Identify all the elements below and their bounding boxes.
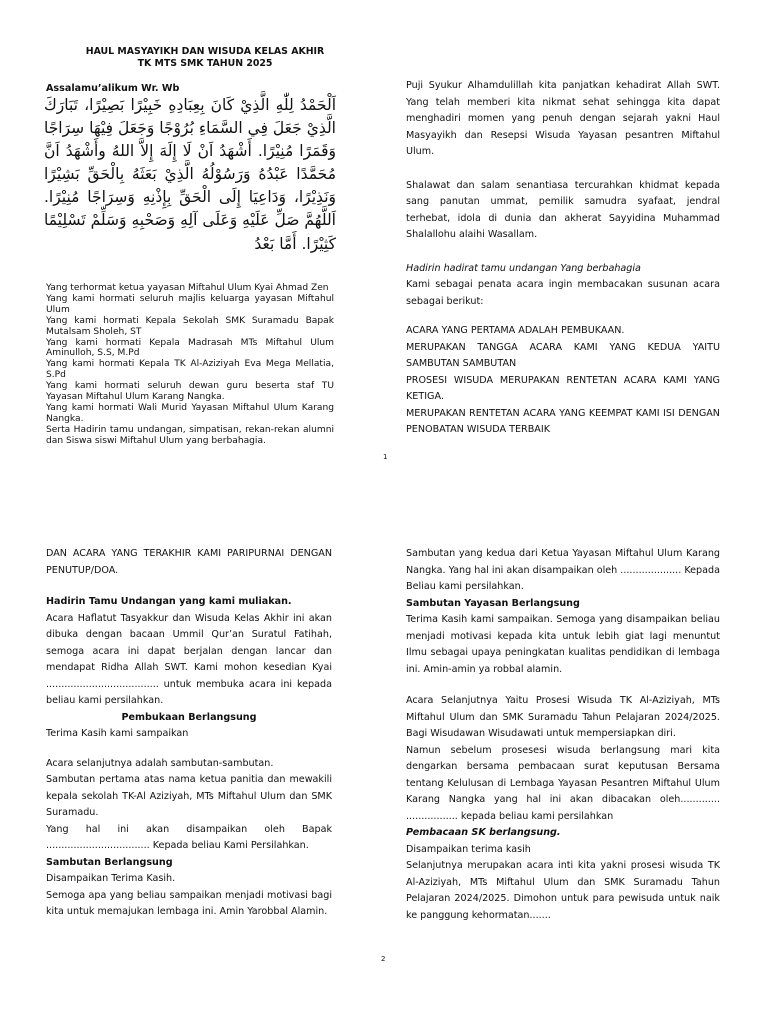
paragraph: Acara Selanjutnya Yaitu Prosesi Wisuda TK Al-Aziziyah, MTs Miftahul Ulum dan SMK Suramadu Tahun Pelajaran 2024/2025. Bagi Wisudawan Wisudawati untuk mempersiapkan diri. — [406, 695, 720, 739]
agenda-item: ACARA YANG PERTAMA ADALAH PEMBUKAAN. — [406, 325, 625, 336]
honorific-line: Yang kami hormati Kepala Madrasah MTs Miftahul Ulum Aminulloh, S.S, M.Pd — [46, 337, 334, 359]
honorific-line: Yang kami hormati Kepala Sekolah SMK Suramadu Bapak Mutalsam Sholeh, ST — [46, 315, 334, 337]
paragraph: Acara Haflatut Tasyakkur dan Wisuda Kelas Akhir ini akan dibuka dengan bacaan Ummil Qur’an Suratul Fatihah, semoga acara ini dapat berjalan dengan lancar dan mendapat Ridha Allah SWT. Kami mohon kesedian Kyai ..................................... untuk membuka acara ini kepada beliau kami persilahkan. — [46, 612, 332, 706]
honorific-line: Serta Hadirin tamu undangan, simpatisan, rekan-rekan alumni dan Siswa siswi Miftahul Ulum yang berbahagia. — [46, 424, 334, 446]
section-heading: Sambutan Yayasan Berlangsung — [406, 597, 580, 609]
agenda-item: MERUPAKAN TANGGA ACARA KAMI YANG KEDUA YAITU SAMBUTAN SAMBUTAN — [406, 341, 720, 369]
paragraph: Semoga apa yang beliau sampaikan menjadi motivasi bagi kita untuk memajukan lembaga ini. Amin Yarobbal Alamin. — [46, 889, 332, 917]
paragraph: Kami sebagai penata acara ingin membacakan susunan acara sebagai berikut: — [406, 279, 720, 307]
title-line-2: TK MTS SMK TAHUN 2025 — [137, 57, 273, 69]
paragraph: Terima Kasih kami sampaikan. Semoga yang disampaikan beliau menjadi motivasi kepada kita untuk lebih giat lagi menuntut Ilmu sebagai upaya peningkatan kualitas pendidikan di lembaga ini. Amin-amin ya robbal alamin. — [406, 614, 720, 675]
section-heading: Pembukaan Berlangsung — [121, 711, 257, 723]
paragraph: Sambutan yang kedua dari Ketua Yayasan Miftahul Ulum Karang Nangka. Yang hal ini akan disampaikan oleh .................... Kepada Beliau kami persilahkan. — [406, 548, 720, 592]
paragraph: Acara selanjutnya adalah sambutan-sambutan. — [46, 757, 274, 769]
honorific-line: Yang kami hormati Kepala TK Al-Aziziyah Eva Mega Mellatia, S.Pd — [46, 359, 334, 381]
paragraph: Yang hal ini akan disampaikan oleh Bapak .................................. Kepada beliau Kami Persilahkan. — [46, 823, 332, 851]
greeting: Assalamu’alikum Wr. Wb — [46, 83, 180, 94]
honorific-line: Yang kami hormati seluruh dewan guru beserta staf TU Yayasan Miftahul Ulum Karang Nangka. — [46, 381, 334, 403]
paragraph: Puji Syukur Alhamdulillah kita panjatkan kehadirat Allah SWT. Yang telah memberi kita nikmat sehat sehingga kita dapat menghadiri momen yang penuh dengan sejarah yakni Haul Masyayikh dan Resepsi Wisuda Yayasan pesantren Miftahul Ulum. — [406, 80, 720, 157]
paragraph: Terima Kasih kami sampaikan — [46, 728, 189, 739]
paragraph: Disampaikan terima kasih — [406, 843, 531, 855]
arabic-opening: اَلْحَمْدُ لِلّٰهِ الَّذِيْ كَانَ بِعِبَادِهِ خَبِيْرًا بَصِيْرًا، تَبَارَكَ الَّذِيْ جَعَلَ فِي السَّمَاءِ بُرُوْجًا وَجَعَلَ فِيْهَا سِرَاجًا وَقَمَرًا مُنِيْرًا. أَشْهَدُ اَنْ لَا إِلَهَ إِلاَّ اللهُ وأَشْهَدُ اَنَّ مُحَمَّدًا عَبْدُهُ وَرَسُوْلُهُ الَّذِيْ بَعَثَهُ بِالْحَقِّ بَشِيْرًا وَنَذِيْرًا، وَدَاعِيَا إِلَى الْحَقِّ بِإِذْنِهِ وَسِرَاجًا مُنِيْرًا. اَللَّهُمَّ صَلِّ عَلَيْهِ وَعَلَى آلِهِ وَصَحْبِهِ وَسَلِّمْ تَسْلِيْمًا كَثِيْرًا. أَمَّا بَعْدُ — [44, 96, 336, 253]
agenda-item: PROSESI WISUDA MERUPAKAN RENTETAN ACARA KAMI YANG KETIGA. — [406, 374, 720, 402]
paragraph: Sambutan pertama atas nama ketua panitia dan mewakili kepala sekolah TK-Al Aziziyah, MTs Miftahul Ulum dan SMK Suramadu. — [46, 774, 332, 818]
section-heading: Sambutan Berlangsung — [46, 856, 173, 868]
honorific-line: Yang terhormat ketua yayasan Miftahul Ulum Kyai Ahmad Zen — [46, 283, 329, 293]
honorific-line: Yang kami hormati Wali Murid Yayasan Miftahul Ulum Karang Nangka. — [46, 402, 334, 424]
page-number: 2 — [381, 955, 386, 963]
document-title — [46, 46, 364, 70]
section-heading: Hadirin hadirat tamu undangan Yang berbahagia — [406, 262, 641, 274]
page1-right-column — [406, 78, 720, 439]
page-number: 1 — [383, 453, 388, 461]
title-line-1: HAUL MASYAYIKH DAN WISUDA KELAS AKHIR — [85, 46, 325, 57]
paragraph: Namun sebelum prosesesi wisuda berlangsung mari kita dengarkan bersama pembacaan surat keputusan Bersama tentang Kelulusan di Lembaga Yayasan Pesantren Miftahul Ulum Karang Nangka yang hal ini akan dibacakan oleh............. ................. kepada beliau kami persilahkan — [406, 744, 720, 822]
section-heading: Pembacaan SK berlangsung. — [406, 827, 561, 838]
paragraph: Selanjutnya merupakan acara inti kita yakni prosesi wisuda TK Al-Aziziyah, MTs Miftahul Ulum dan SMK Suramadu Tahun Pelajaran 2024/2025. Dimohon untuk para pewisuda untuk naik ke panggung kehormatan....... — [406, 860, 720, 921]
paragraph: DAN ACARA YANG TERAKHIR KAMI PARIPURNAI DENGAN PENUTUP/DOA. — [46, 548, 332, 576]
paragraph: Disampaikan Terima Kasih. — [46, 873, 176, 884]
agenda-item: MERUPAKAN RENTETAN ACARA YANG KEEMPAT KAMI ISI DENGAN PENOBATAN WISUDA TERBAIK — [406, 407, 720, 435]
section-heading: Hadirin Tamu Undangan yang kami muliakan. — [46, 596, 292, 607]
page2-left-column — [46, 546, 332, 921]
paragraph: Shalawat dan salam senantiasa tercurahkan khidmat kepada sang panutan ummat, pemilik samudra syafaat, jendral terhebat, idola di dunia dan akherat Sayyidina Muhammad Shalallohu alaihi Wasallam. — [406, 179, 720, 240]
page2-right-column — [406, 546, 720, 924]
honorifics-list — [46, 283, 334, 447]
honorific-line: Yang kami hormati seluruh majlis keluarga yayasan Miftahul Ulum — [46, 293, 334, 315]
